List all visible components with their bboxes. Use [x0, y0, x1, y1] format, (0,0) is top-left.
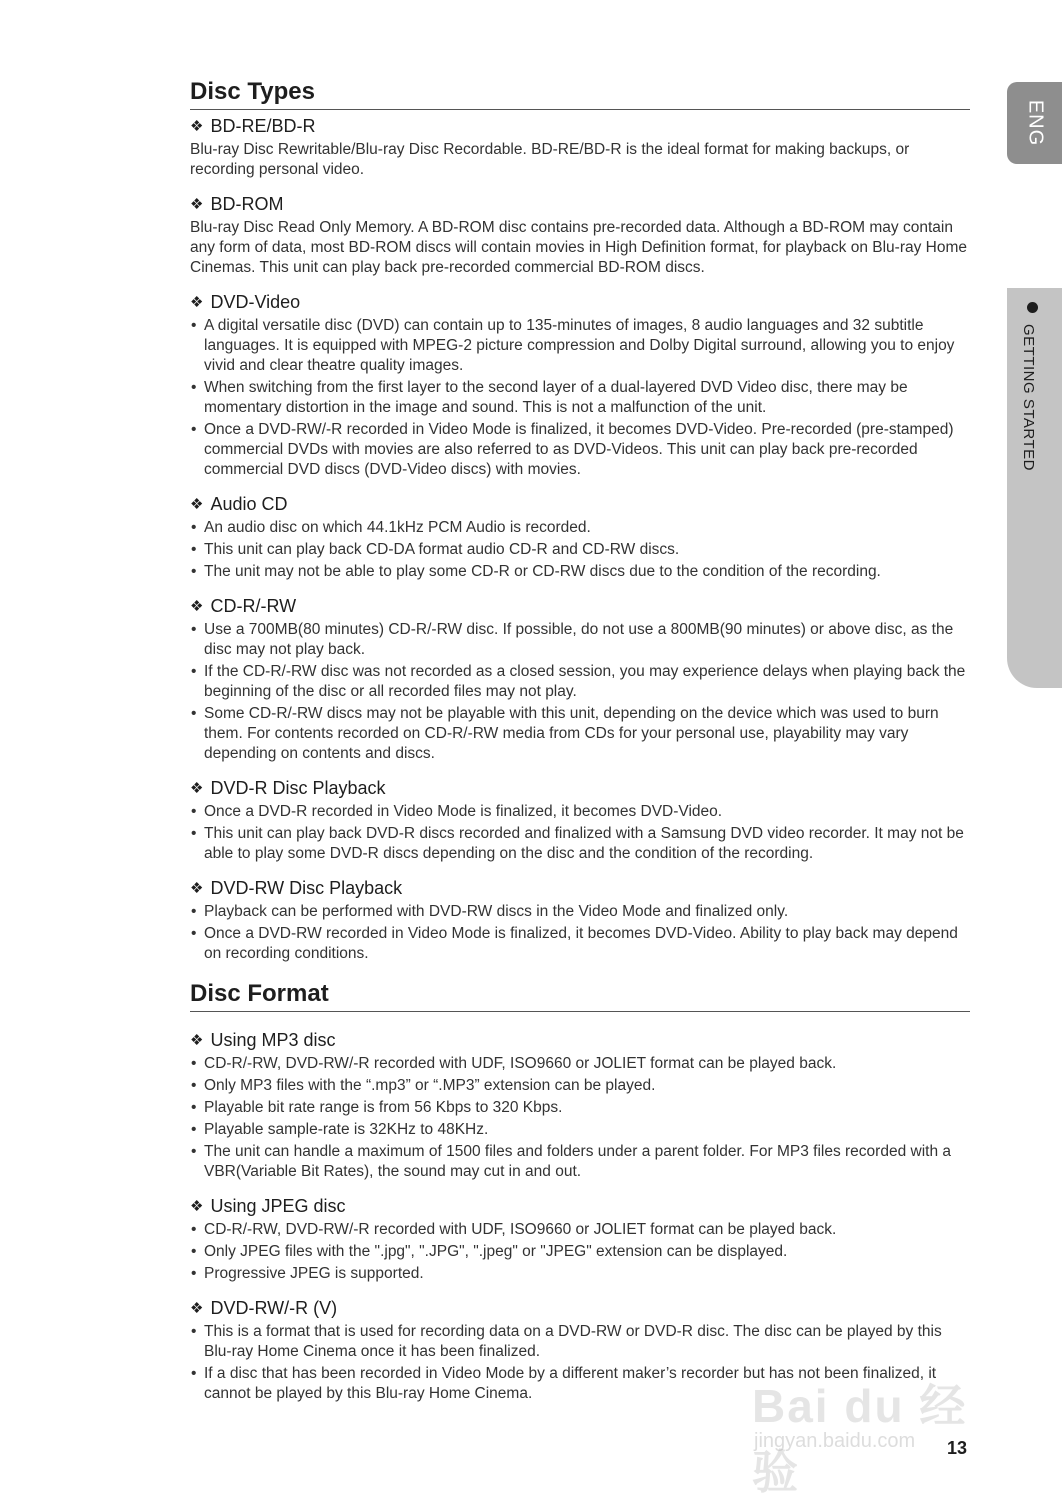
subsection-title — [190, 492, 970, 518]
list-item: • An audio disc on which 44.1kHz PCM Audio is recorded. — [190, 518, 970, 538]
diamond-bullet-icon: ❖ — [190, 880, 204, 897]
list-item: • CD-R/-RW, DVD-RW/-R recorded with UDF, ISO9660 or JOLIET format can be played back. — [190, 1220, 970, 1240]
list-item: • CD-R/-RW, DVD-RW/-R recorded with UDF, ISO9660 or JOLIET format can be played back. — [190, 1054, 970, 1074]
diamond-bullet-icon: ❖ — [190, 118, 204, 135]
bullet-list — [190, 802, 970, 864]
list-item: • Once a DVD-RW recorded in Video Mode is finalized, it becomes DVD-Video. Ability to play back may depend on recording conditions. — [190, 924, 970, 964]
diamond-bullet-icon: ❖ — [190, 598, 204, 615]
bullet-list — [190, 902, 970, 964]
diamond-bullet-icon: ❖ — [190, 294, 204, 311]
subsection — [190, 776, 970, 864]
language-tab-label: ENG — [1024, 99, 1046, 147]
list-item: • The unit may not be able to play some CD-R or CD-RW discs due to the condition of the recording. — [190, 562, 970, 582]
bullet-list — [190, 518, 970, 582]
section-title: Disc Types — [190, 76, 970, 110]
subsection-title — [190, 114, 970, 140]
paragraph: Blu-ray Disc Read Only Memory. A BD-ROM disc contains pre-recorded data. Although a BD-ROM may contain any form of data, most BD-ROM discs will contain movies in High Definition format, for playback on Blu-ray Home Cinemas. This unit can play back pre-recorded commercial BD-ROM discs. — [190, 219, 968, 276]
list-item: • Only JPEG files with the ".jpg", ".JPG", ".jpeg" or "JPEG" extension can be displayed. — [190, 1242, 970, 1262]
diamond-bullet-icon: ❖ — [190, 496, 204, 513]
list-item: • This is a format that is used for recording data on a DVD-RW or DVD-R disc. The disc can be played by this Blu-ray Home Cinema once it has been finalized. — [190, 1322, 970, 1362]
list-item: • This unit can play back DVD-R discs recorded and finalized with a Samsung DVD video recorder. It may not be able to play some DVD-R discs depending on the disc and the condition of the recording. — [190, 824, 970, 864]
list-item: • Some CD-R/-RW discs may not be playable with this unit, depending on the device which was used to burn them. For contents recorded on CD-R/-RW media from CDs for your personal use, playability may vary depending on contents and discs. — [190, 704, 970, 764]
subsection — [190, 1028, 970, 1182]
list-item: • Playable bit rate range is from 56 Kbps to 320 Kbps. — [190, 1098, 970, 1118]
bullet-list — [190, 316, 970, 480]
subsection — [190, 594, 970, 764]
subsection-title-text: DVD-RW/-R (V) — [210, 1298, 338, 1318]
subsection-title-text: BD-ROM — [210, 194, 284, 214]
list-item: • When switching from the first layer to the second layer of a dual-layered DVD Video disc, there may be momentary distortion in the image and sound. This is not a malfunction of the unit. — [190, 378, 970, 418]
subsection-title-text: CD-R/-RW — [210, 596, 297, 616]
diamond-bullet-icon: ❖ — [190, 1300, 204, 1317]
list-item: • Once a DVD-RW/-R recorded in Video Mode is finalized, it becomes DVD-Video. Pre-recorded (pre-stamped) commercial DVDs with movies are also referred to as DVD-Videos. This unit can play back pre-recorded commercial DVD discs (DVD-Video discs) with movies. — [190, 420, 970, 480]
diamond-bullet-icon: ❖ — [190, 780, 204, 797]
list-item: • If the CD-R/-RW disc was not recorded as a closed session, you may experience delays when playing back the beginning of the disc or all recorded files may not play. — [190, 662, 970, 702]
subsection-title — [190, 1296, 970, 1322]
subsection — [190, 114, 970, 180]
list-item: • If a disc that has been recorded in Video Mode by a different maker’s recorder but has not been finalized, it cannot be played by this Blu-ray Home Cinema. — [190, 1364, 970, 1404]
list-item: • Only MP3 files with the “.mp3” or “.MP3” extension can be played. — [190, 1076, 970, 1096]
language-tab — [1007, 82, 1062, 164]
subsection-title-text: BD-RE/BD-R — [210, 116, 316, 136]
subsection-title-text: DVD-Video — [210, 292, 301, 312]
chapter-tab-label: GETTING STARTED — [1020, 324, 1037, 471]
bullet-list — [190, 620, 970, 764]
section-title: Disc Format — [190, 978, 970, 1012]
subsection-title-text: DVD-RW Disc Playback — [210, 878, 403, 898]
list-item: • Once a DVD-R recorded in Video Mode is finalized, it becomes DVD-Video. — [190, 802, 970, 822]
subsection — [190, 290, 970, 480]
subsection-title-text: Audio CD — [210, 494, 288, 514]
subsection-title — [190, 876, 970, 902]
subsection — [190, 192, 970, 278]
bullet-list — [190, 1054, 970, 1182]
subsection-title — [190, 1194, 970, 1220]
subsection — [190, 492, 970, 582]
list-item: • Progressive JPEG is supported. — [190, 1264, 970, 1284]
diamond-bullet-icon: ❖ — [190, 1032, 204, 1049]
subsection-title-text: DVD-R Disc Playback — [210, 778, 386, 798]
subsection — [190, 876, 970, 964]
subsection-title — [190, 776, 970, 802]
diamond-bullet-icon: ❖ — [190, 1198, 204, 1215]
section — [190, 76, 970, 964]
section — [190, 978, 970, 1404]
list-item: • The unit can handle a maximum of 1500 files and folders under a parent folder. For MP3 files recorded with a VBR(Variable Bit Rates), the sound may cut in and out. — [190, 1142, 970, 1182]
subsection-title — [190, 594, 970, 620]
subsection-title-text: Using MP3 disc — [210, 1030, 336, 1050]
page-number: 13 — [947, 1438, 968, 1458]
subsection-title-text: Using JPEG disc — [210, 1196, 346, 1216]
list-item: • Use a 700MB(80 minutes) CD-R/-RW disc. If possible, do not use a 800MB(90 minutes) or above disc, as the disc may not play back. — [190, 620, 970, 660]
list-item: • A digital versatile disc (DVD) can contain up to 135-minutes of images, 8 audio languages and 32 subtitle languages. It is equipped with MPEG-2 picture compression and Dolby Digital surround, allowing you to enjoy vivid and clear theatre quality images. — [190, 316, 970, 376]
bullet-dot-icon — [1027, 302, 1038, 313]
paragraph: Blu-ray Disc Rewritable/Blu-ray Disc Recordable. BD-RE/BD-R is the ideal format for making backups, or recording personal video. — [190, 141, 910, 178]
bullet-list — [190, 1220, 970, 1284]
watermark-url: jingyan.baidu.com — [754, 1430, 916, 1452]
page-content — [190, 76, 970, 1406]
subsection — [190, 1194, 970, 1284]
subsection-title — [190, 1028, 970, 1054]
list-item: • This unit can play back CD-DA format audio CD-R and CD-RW discs. — [190, 540, 970, 560]
chapter-tab — [1007, 288, 1062, 688]
diamond-bullet-icon: ❖ — [190, 196, 204, 213]
subsection-title — [190, 192, 970, 218]
subsection-title — [190, 290, 970, 316]
list-item: • Playback can be performed with DVD-RW discs in the Video Mode and finalized only. — [190, 902, 970, 922]
list-item: • Playable sample-rate is 32KHz to 48KHz. — [190, 1120, 970, 1140]
watermark-logo: Bai du 经验 — [752, 1380, 968, 1498]
